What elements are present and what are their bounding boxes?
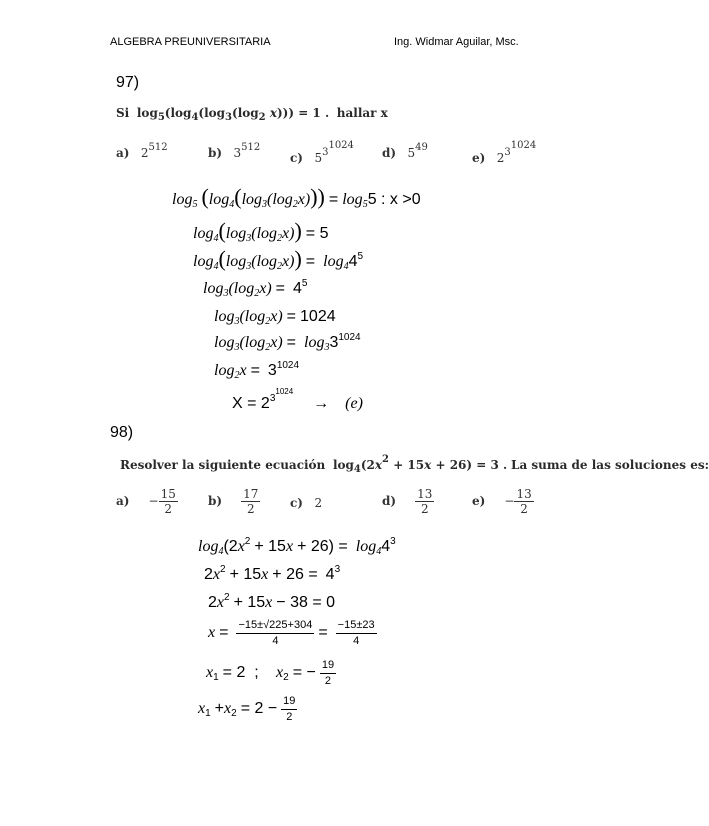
option-98-a: a) − $\frac{15}{2}$	[116, 487, 176, 516]
step-98-4: x = $\frac{-15\pm√225+304}{4}$ = $\frac{-15\pm 23}{4}$	[208, 619, 375, 647]
step-97-2: $\log_4(\log_3(\log_2x)) = 5$	[193, 218, 329, 244]
step-98-5: $x_1 = 2$ ; $x_2$ = − $\frac{19}{2}$	[206, 659, 335, 687]
step-98-1: $\log_4(2x^2 + 15x + 26) = \log_44^3$	[198, 536, 396, 557]
option-b: b) $3^{512}$	[208, 142, 261, 160]
step-97-1: $\log_5 (\log_4(\log_3(\log_2x))) = \log_55$ : x >0	[172, 184, 421, 210]
statement-tail: hallar x	[336, 106, 388, 120]
option-e: e) $2^{3^{1024}}$	[472, 140, 537, 165]
header-author: Ing. Widmar Aguilar, Msc.	[394, 36, 519, 48]
problem-97-number: 97)	[116, 74, 140, 91]
statement-lead: Si	[116, 106, 130, 120]
step-97-6: $\log_3(\log_2x) = \log_33^{1024}$	[214, 332, 361, 353]
option-d: d) $5^{49}$	[382, 142, 428, 160]
option-98-e: e) − $\frac{13}{2}$	[472, 487, 532, 516]
problem-98-statement: Resolver la siguiente ecuación $\log_4(2x^2 + 15x + 26) = 3$ . La suma de las soluciones es:	[120, 454, 709, 475]
option-98-b: b) $\frac{17}{2}$	[208, 487, 259, 516]
option-98-d: d) $\frac{13}{2}$	[382, 487, 433, 516]
step-97-4: $\log_3(\log_2x) = 4^5$	[203, 278, 308, 299]
statement-mid: = 1 .	[294, 106, 330, 120]
step-98-2: $2x^2 + 15x + 26 = 4^3$	[204, 564, 341, 583]
condition-text: : x >0	[376, 191, 421, 208]
answer-letter: (e)	[345, 395, 363, 412]
step-97-7: $\log_2x = 3^{1024}$	[214, 360, 300, 381]
step-97-3: $\log_4(\log_3(\log_2x)) = \log_44^5$	[193, 246, 364, 272]
problem-97-statement: Si $\log_5(\log_4(\log_3(\log_2$ x))) = 1 . hallar x	[116, 106, 388, 123]
option-98-c: c) 2	[290, 496, 323, 510]
step-97-5: $\log_3(\log_2x) = 1024$	[214, 308, 336, 327]
option-a: a) $2^{512}$	[116, 142, 168, 160]
step-98-3: $2x^2 + 15x - 38 = 0$	[208, 592, 335, 611]
problem-98-number: 98)	[110, 424, 134, 441]
header-title: ALGEBRA PREUNIVERSITARIA	[110, 36, 271, 48]
answer-97: $X = 2^{3^{1024}}$ → (e)	[232, 387, 363, 412]
step-98-6: $x_1 +x_2 = 2$ − $\frac{19}{2}$	[198, 695, 296, 723]
arrow-icon: →	[313, 395, 330, 412]
option-c: c) $5^{3^{1024}}$	[290, 140, 354, 165]
